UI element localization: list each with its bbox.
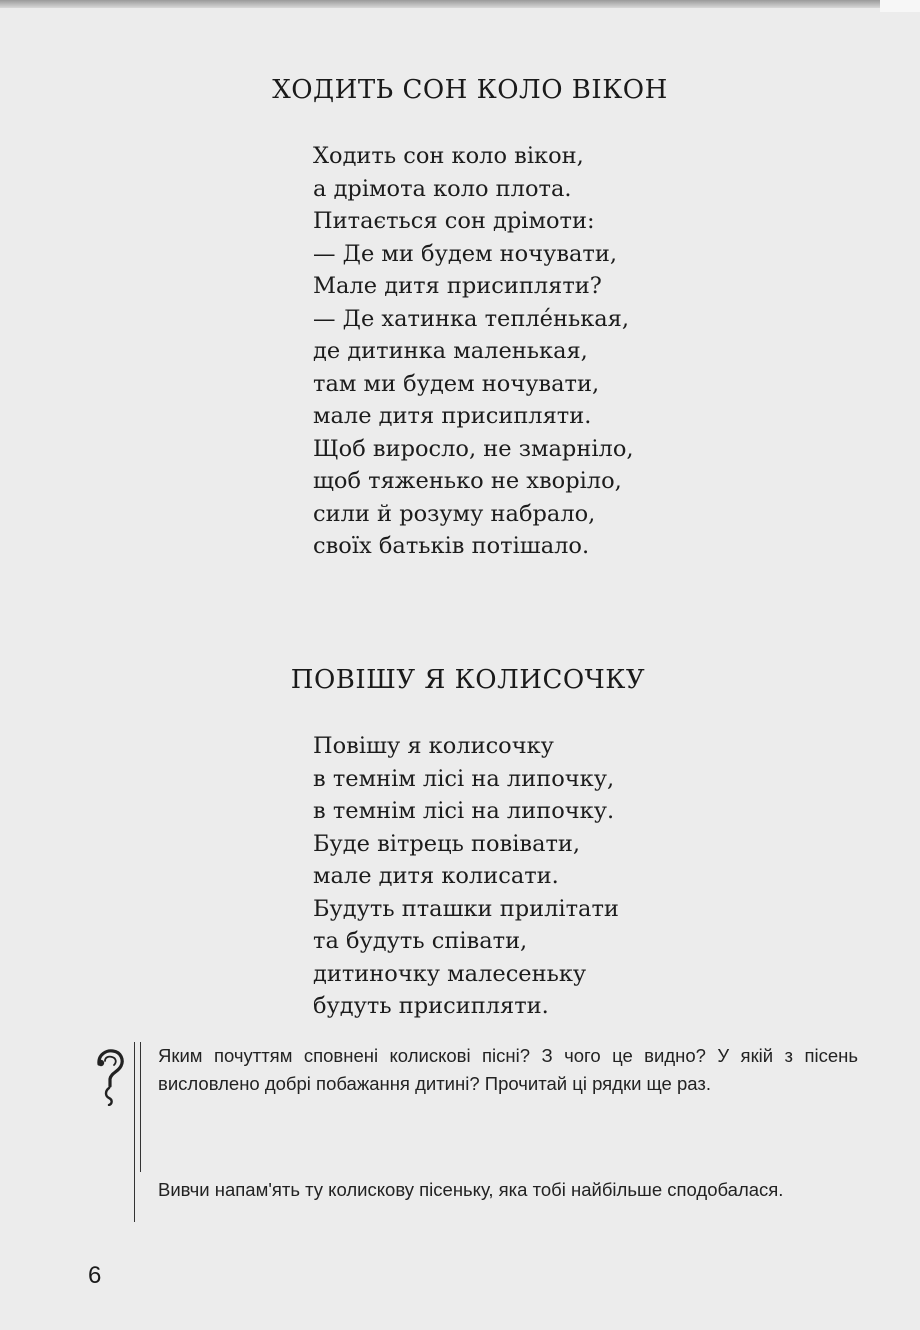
song-title-2: ПОВІШУ Я КОЛИСОЧКУ bbox=[290, 665, 646, 695]
poem-line: Буде вітрець повівати, bbox=[313, 830, 581, 857]
poem-line: мале дитя присипляти. bbox=[313, 403, 592, 429]
page-corner bbox=[880, 0, 920, 12]
poem-line: де дитинка маленькая, bbox=[313, 338, 588, 364]
song-title-1: ХОДИТЬ СОН КОЛО ВІКОН bbox=[272, 75, 668, 105]
question-text: Яким почуттям сповнені колискові пісні? З чого це видно? У якій з пісень висловлено добрі побажання дитині? Прочитай ці рядки ще раз. bbox=[158, 1045, 858, 1094]
margin-rule bbox=[140, 1042, 141, 1172]
poem-line: Повішу я колисочку bbox=[313, 733, 554, 759]
page-top-edge bbox=[0, 0, 920, 8]
task-text: Вивчи напам'ять ту колискову пісеньку, яка тобі найбільше сподобалася. bbox=[158, 1179, 784, 1200]
poem-line: та будуть співати, bbox=[313, 928, 528, 954]
poem-line: там ми будем ночувати, bbox=[313, 370, 600, 397]
poem-line: в темнім лісі на липочку, bbox=[313, 765, 615, 792]
poem-line: сили й розуму набрало, bbox=[313, 500, 596, 527]
poem-line: щоб тяженько не хворіло, bbox=[313, 468, 622, 494]
question-mark-icon bbox=[92, 1048, 126, 1106]
poem-line: — Де ми будем ночувати, bbox=[313, 240, 618, 267]
margin-rule bbox=[134, 1042, 135, 1222]
poem-line: Мале дитя присипляти? bbox=[313, 273, 602, 299]
poem-line: Ходить сон коло вікон, bbox=[313, 143, 584, 169]
poem-line: Питається сон дрімоти: bbox=[313, 208, 595, 234]
poem-line: мале дитя колисати. bbox=[313, 863, 559, 889]
poem-line: а дрімота коло плота. bbox=[313, 175, 572, 202]
poem-line: Щоб виросло, не змарніло, bbox=[313, 435, 634, 462]
poem-2 bbox=[313, 730, 619, 1023]
poem-1 bbox=[313, 140, 634, 563]
poem-line: будуть присипляти. bbox=[313, 993, 549, 1019]
questions-block bbox=[88, 1040, 868, 1240]
poem-line: Будуть пташки прилітати bbox=[313, 895, 619, 922]
page-number: 6 bbox=[88, 1262, 102, 1289]
poem-line: своїх батьків потішало. bbox=[313, 533, 590, 559]
poem-line: дитиночку малесеньку bbox=[313, 960, 587, 987]
poem-line: в темнім лісі на липочку. bbox=[313, 798, 615, 824]
poem-line: — Де хатинка тепле́нькая, bbox=[313, 305, 630, 332]
